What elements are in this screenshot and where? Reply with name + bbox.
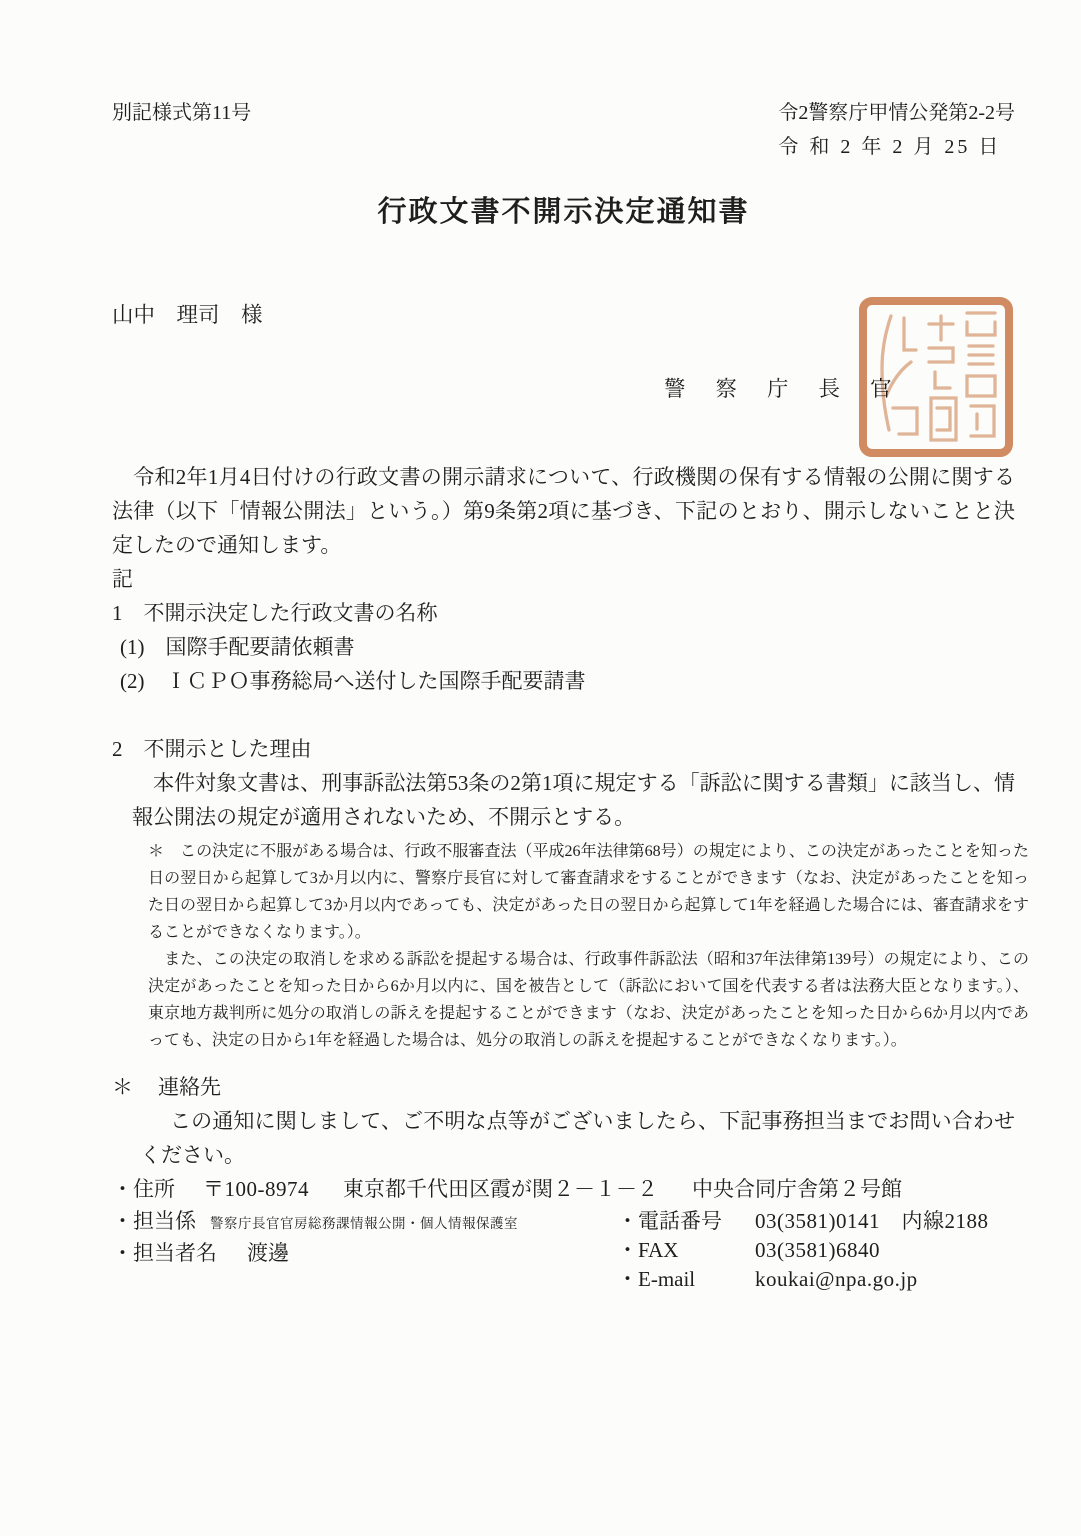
contact-address-line	[112, 1172, 1015, 1206]
section-label: ・担当係	[112, 1209, 196, 1233]
document-meta	[778, 96, 1015, 164]
postal-code: 〒100-8974	[203, 1177, 309, 1201]
contact-section	[112, 1070, 1015, 1293]
contact-note: この通知に関しまして、ご不明な点等がございましたら、下記事務担当までお問い合わせください。	[140, 1109, 1015, 1167]
contact-heading	[112, 1070, 1015, 1104]
contact-email-row	[617, 1265, 1015, 1293]
fax-label: ・FAX	[617, 1238, 679, 1262]
contact-fax-row	[617, 1236, 1015, 1264]
section2-heading: 2 不開示とした理由	[112, 737, 312, 761]
address-building: 中央合同庁舎第２号館	[692, 1177, 902, 1201]
section1-heading: 1 不開示決定した行政文書の名称	[112, 601, 438, 625]
document-header	[112, 96, 1015, 164]
section-office-name: 警察庁長官官房総務課情報公開・個人情報保護室	[210, 1216, 518, 1231]
contact-left-column	[112, 1206, 617, 1293]
document-number: 令2警察庁甲情公発第2-2号	[778, 102, 1015, 124]
phone-number: 03(3581)0141 内線2188	[755, 1209, 989, 1233]
form-number: 別記様式第11号	[112, 102, 252, 124]
contact-person-row	[112, 1239, 617, 1267]
official-seal-icon	[856, 294, 1016, 460]
document-content	[112, 96, 1029, 1293]
record-marker: 記	[112, 567, 133, 591]
appeal-notes	[148, 838, 1029, 1054]
address-label: ・住所	[112, 1177, 175, 1201]
contact-right-column	[617, 1206, 1015, 1293]
document-date: 令 和 2 年 2 月 25 日	[778, 136, 1002, 158]
notification-paragraph: 令和2年1月4日付けの行政文書の開示請求について、行政機関の保有する情報の公開に関する法律（以下「情報公開法」という。）第9条第2項に基づき、下記のとおり、開示しないことと決定したので通知します。	[112, 465, 1015, 557]
recipient-name: 山中 理司 様	[112, 303, 263, 327]
person-name: 渡邊	[247, 1241, 289, 1265]
contact-star: ＊	[112, 1075, 133, 1099]
contact-heading-label: 連絡先	[158, 1075, 221, 1099]
section1-item2: (2) ＩＣＰＯ事務総局へ送付した国際手配要請書	[120, 669, 586, 693]
section2-paragraph: 本件対象文書は、刑事訴訟法第53条の2第1項に規定する「訴訟に関する書類」に該当し、情報公開法の規定が適用されないため、不開示とする。	[132, 771, 1015, 829]
email-address: koukai@npa.go.jp	[755, 1267, 918, 1291]
phone-label: ・電話番号	[617, 1209, 722, 1233]
appeal-note-2: また、この決定の取消しを求める訴訟を提起する場合は、行政事件訴訟法（昭和37年法律第139号）の規定により、この決定があったことを知った日から6か月以内に、国を被告として（訴訟において国を代表する者は法務大臣となります。）、東京地方裁判所に処分の取消しの訴えを提起することができます（なお、決定があったことを知った日から6か月以内であっても、決定の日から1年を経過した場合は、処分の取消しの訴えを提起することができなくなります。）。	[148, 951, 1029, 1049]
contact-section-row	[112, 1207, 617, 1238]
appeal-note-1: ＊ この決定に不服がある場合は、行政不服審査法（平成26年法律第68号）の規定により、この決定があったことを知った日の翌日から起算して3か月以内に、警察庁長官に対して審査請求をすることができます（なお、決定があったことを知った日の翌日から起算して3か月以内であっても、決定があった日の翌日から起算して1年を経過した場合には、審査請求をすることができなくなります。）。	[148, 843, 1029, 941]
page-title: 行政文書不開示決定通知書	[377, 196, 750, 228]
sender-title: 警察庁長官	[664, 377, 922, 401]
address-value: 東京都千代田区霞が関２－１－２	[343, 1177, 658, 1201]
section1-item1: (1) 国際手配要請依頼書	[120, 635, 355, 659]
fax-number: 03(3581)6840	[755, 1238, 880, 1262]
contact-columns	[112, 1206, 1015, 1293]
body-block	[112, 460, 1015, 596]
email-label: ・E-mail	[617, 1267, 696, 1291]
person-label: ・担当者名	[112, 1241, 217, 1265]
contact-phone-row	[617, 1207, 1015, 1235]
